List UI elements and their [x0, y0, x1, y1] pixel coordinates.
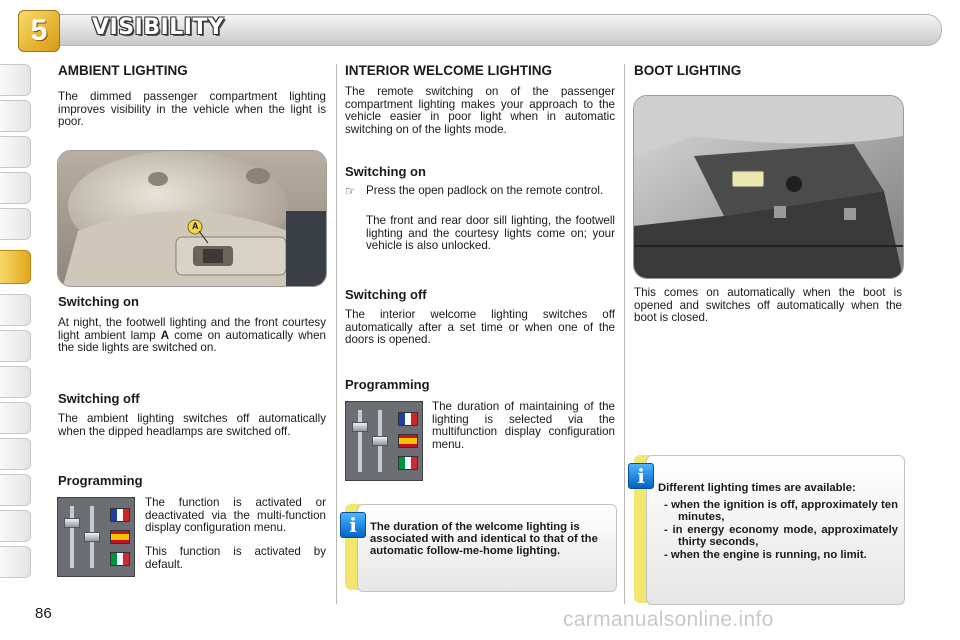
chapter-tab-4[interactable]: [0, 172, 31, 204]
ambient-programming-title: Programming: [58, 473, 143, 488]
chapter-number-badge: 5: [18, 10, 60, 52]
flag-menu-icon: [57, 497, 135, 577]
ambient-switching-off-title: Switching off: [58, 391, 140, 406]
watermark: carmanualsonline.info: [563, 608, 774, 631]
list-item: - when the ignition is off, approximately ten minutes,: [664, 499, 898, 523]
chapter-tab-5[interactable]: [0, 208, 31, 240]
lamp-callout-label: A: [192, 221, 199, 231]
chapter-tab-2[interactable]: [0, 100, 31, 132]
boot-interior-illustration: [634, 96, 903, 278]
boot-lighting-text: This comes on automatically when the boot is opened and switches off automatically when the boot is closed.: [634, 286, 902, 324]
boot-lighting-title: BOOT LIGHTING: [634, 63, 742, 78]
chapter-tab-14[interactable]: [0, 546, 31, 578]
boot-info-list: [658, 499, 898, 562]
chapter-tab-7[interactable]: [0, 294, 31, 326]
chapter-tab-9[interactable]: [0, 366, 31, 398]
courtesy-light-illustration: [58, 151, 326, 286]
ambient-intro: The dimmed passenger compartment lighting improves visibility in the vehicle when the light is poor.: [58, 90, 326, 128]
hand-pointer-icon: ☞: [345, 184, 356, 198]
welcome-programming-text: The duration of maintaining of the lighting is selected via the multifunction display configuration menu.: [432, 400, 615, 451]
welcome-switching-off-text: The interior welcome lighting switches off automatically after a set time or when one of the doors is opened.: [345, 308, 615, 346]
list-item: - when the engine is running, no limit.: [664, 549, 867, 561]
chapter-tab-13[interactable]: [0, 510, 31, 542]
chapter-tab-10[interactable]: [0, 402, 31, 434]
ambient-switching-on-title: Switching on: [58, 294, 139, 309]
ambient-switching-on-text: At night, the footwell lighting and the front courtesy light ambient lamp A come on automatically when the side lights are switched on.: [58, 316, 326, 354]
page-number: 86: [35, 605, 52, 622]
welcome-info-text: The duration of the welcome lighting is associated with and identical to that of the automatic follow-me-home lighting.: [370, 521, 598, 557]
flag-menu-icon: [345, 401, 423, 481]
welcome-switching-on-text: The front and rear door sill lighting, the footwell lighting and the courtesy lights come on; your vehicle is also unlocked.: [366, 214, 615, 252]
welcome-intro: The remote switching on of the passenger compartment lighting makes your approach to the vehicle easier in poor light when in automatic switching on of the lights mode.: [345, 85, 615, 136]
ambient-lamp-photo: [57, 150, 327, 287]
info-icon: i: [628, 463, 654, 489]
column-divider: [336, 64, 337, 604]
boot-info-heading: Different lighting times are available:: [658, 482, 856, 494]
ambient-lighting-title: AMBIENT LIGHTING: [58, 63, 188, 78]
info-icon: i: [340, 512, 366, 538]
boot-lamp-photo: [633, 95, 904, 279]
chapter-title: VISIBILITY: [92, 15, 225, 40]
chapter-tab-11[interactable]: [0, 438, 31, 470]
welcome-lighting-title: INTERIOR WELCOME LIGHTING: [345, 63, 552, 78]
welcome-programming-title: Programming: [345, 377, 430, 392]
chapter-tab-current[interactable]: [0, 250, 31, 284]
chapter-tab-12[interactable]: [0, 474, 31, 506]
ambient-programming-text: The function is activated or deactivated via the multi-function display configuration menu.: [145, 496, 326, 534]
welcome-switching-on-title: Switching on: [345, 164, 426, 179]
list-item: - in energy economy mode, approximately thirty seconds,: [664, 524, 898, 548]
chapter-tab-3[interactable]: [0, 136, 31, 168]
welcome-switching-off-title: Switching off: [345, 287, 427, 302]
ambient-programming-default: This function is activated by default.: [145, 545, 326, 571]
chapter-tab-8[interactable]: [0, 330, 31, 362]
chapter-tab-1[interactable]: [0, 64, 31, 96]
lamp-reference: A: [160, 328, 170, 342]
column-divider: [624, 64, 625, 604]
ambient-switching-off-text: The ambient lighting switches off automatically when the dipped headlamps are switched off.: [58, 412, 326, 438]
welcome-switching-on-bullet: Press the open padlock on the remote control.: [366, 184, 604, 197]
